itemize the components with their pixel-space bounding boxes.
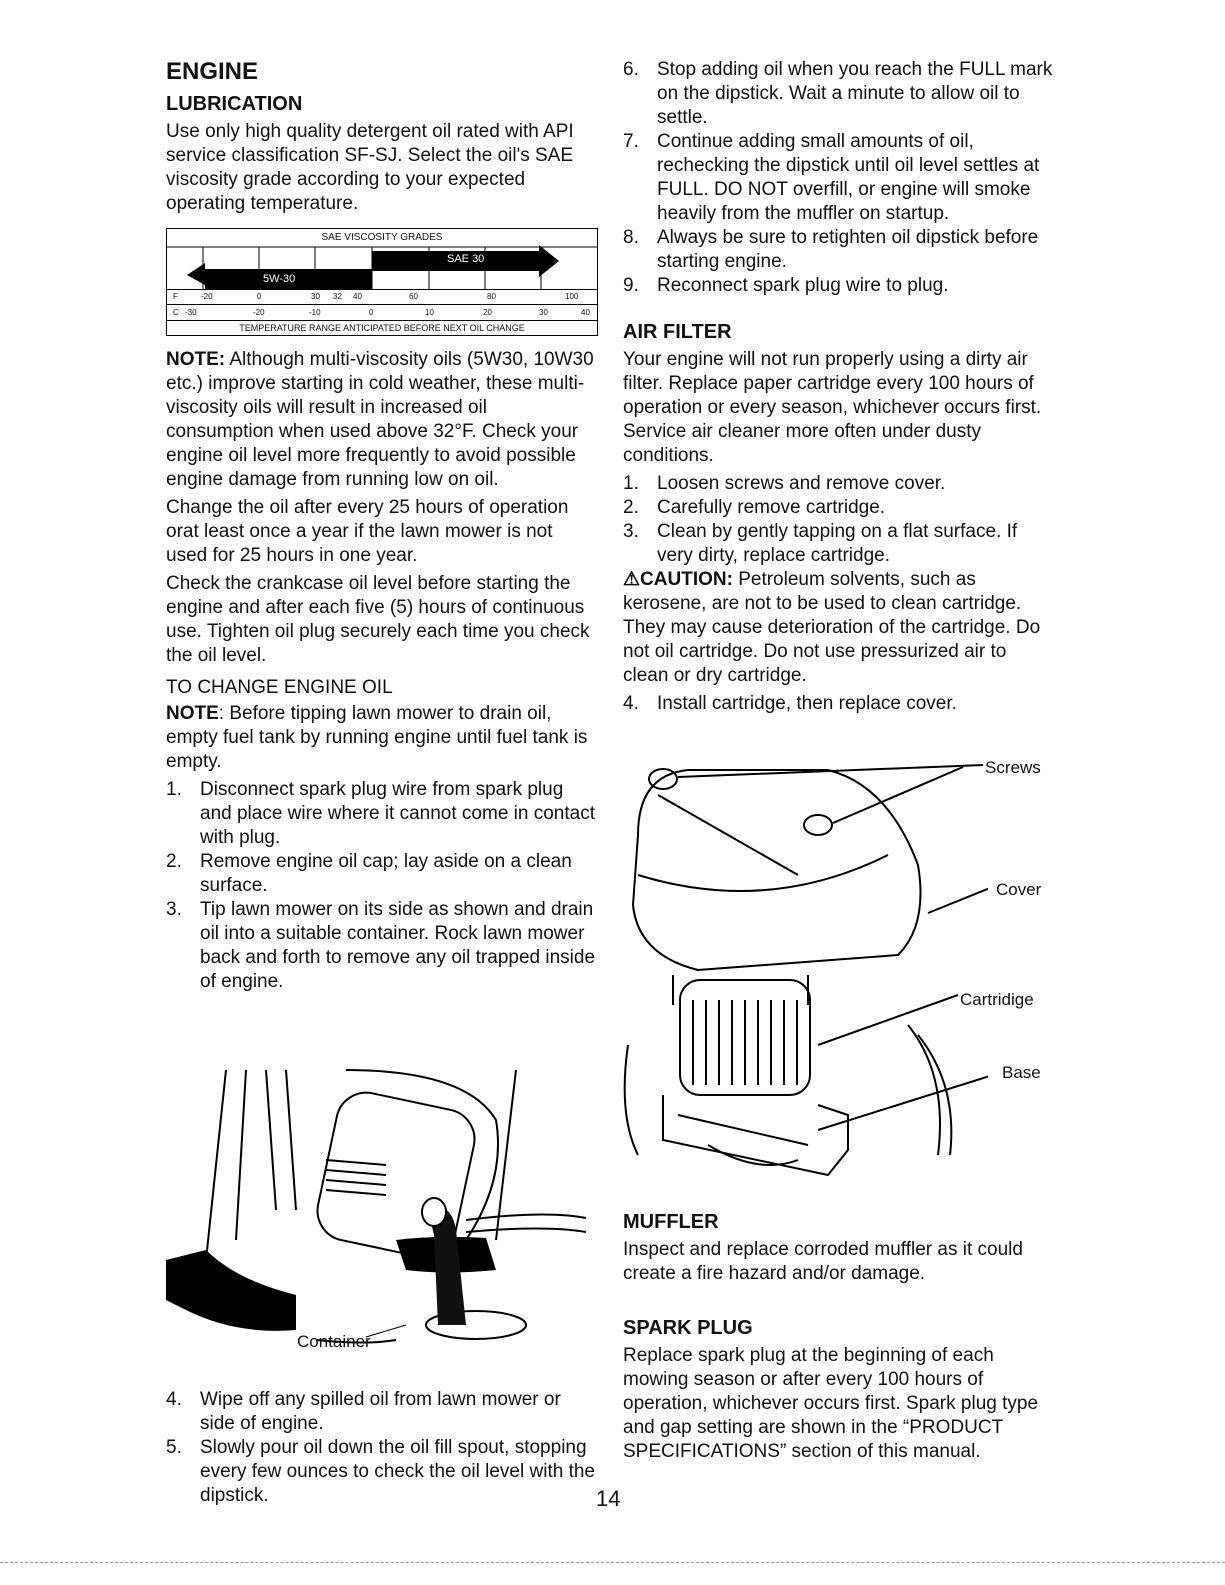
muffler-heading: MUFFLER <box>623 1211 719 1233</box>
c-tick: 0 <box>369 308 374 317</box>
step-text: Install cartridge, then replace cover. <box>657 693 957 714</box>
list-item <box>623 472 1053 496</box>
list-item <box>623 692 1053 716</box>
step-text: Stop adding oil when you reach the FULL mark on the dipstick. Wait a minute to allow oil to settle. <box>657 59 1053 128</box>
list-item <box>623 58 1053 130</box>
air-filter-intro: Your engine will not run properly using a dirty air filter. Replace paper cartridge every 100 hours of operation or every season, whichever occurs first. Service air cleaner more often under dusty conditions. <box>623 349 1042 466</box>
c-tick: 20 <box>483 308 492 317</box>
f-tick: 60 <box>409 292 418 301</box>
air-filter-steps <box>623 472 1053 568</box>
f-tick: 0 <box>257 292 262 301</box>
list-item <box>623 130 1053 226</box>
step-text: Loosen screws and remove cover. <box>657 473 946 494</box>
list-item <box>166 1436 598 1508</box>
list-item <box>623 520 1053 568</box>
step-number: 3. <box>623 521 639 542</box>
f-tick: -20 <box>201 292 213 301</box>
c-tick: 10 <box>425 308 434 317</box>
container-label: Container <box>297 1332 371 1351</box>
step-text: Reconnect spark plug wire to plug. <box>657 275 949 296</box>
bottom-divider <box>0 1562 1225 1563</box>
caution-text: Petroleum solvents, such as kerosene, are not to be used to clean cartridge. They may cause deterioration of the cartridge. Do not oil cartridge. Do not use pressurized air to clean or dry cartridge. <box>623 569 1041 686</box>
step-text: Disconnect spark plug wire from spark plug and place wire where it cannot come in contact with plug. <box>200 779 595 848</box>
note2-label: NOTE <box>166 703 219 724</box>
c-tick: 40 <box>581 308 590 317</box>
celsius-row <box>167 304 597 320</box>
5w30-label: 5W-30 <box>263 273 296 285</box>
warning-icon: ⚠ <box>623 569 641 590</box>
c-tick: -20 <box>253 308 265 317</box>
list-item <box>623 496 1053 520</box>
list-item <box>166 1388 598 1436</box>
intro-paragraph: Use only high quality detergent oil rated with API service classification SF-SJ. Select the oil's SAE viscosity grade according to your expected operating temperature. <box>166 121 574 214</box>
viscosity-chart <box>166 228 598 290</box>
step-text: Carefully remove cartridge. <box>657 497 886 518</box>
section-heading: ENGINE <box>166 58 259 85</box>
step-text: Tip lawn mower on its side as shown and drain oil into a suitable container. Rock lawn mower back and forth to remove any oil trapped inside of engine. <box>200 899 596 992</box>
sae30-label: SAE 30 <box>447 253 485 265</box>
air-filter-step4 <box>623 692 1053 716</box>
chart-footer: TEMPERATURE RANGE ANTICIPATED BEFORE NEXT OIL CHANGE <box>166 321 598 336</box>
air-filter-heading: AIR FILTER <box>623 321 732 343</box>
list-item <box>166 898 598 994</box>
check-oil-paragraph: Check the crankcase oil level before starting the engine and after each five (5) hours of continuous use. Tighten oil plug securely each time you check the oil level. <box>166 573 590 666</box>
note2-paragraph <box>166 702 598 774</box>
step-number: 6. <box>623 59 639 80</box>
step-text: Wipe off any spilled oil from lawn mower or side of engine. <box>200 1389 561 1434</box>
caution-paragraph <box>623 568 1053 688</box>
step-number: 1. <box>623 473 639 494</box>
f-tick: 30 <box>311 292 320 301</box>
step-number: 2. <box>623 497 639 518</box>
step-number: 7. <box>623 131 639 152</box>
oil-drain-illustration <box>166 1060 596 1380</box>
step-text: Always be sure to retighten oil dipstick before starting engine. <box>657 227 1039 272</box>
step-number: 1. <box>166 779 182 800</box>
c-label: C <box>173 308 179 317</box>
f-label: F <box>173 292 178 301</box>
oil-fill-steps <box>623 58 1053 298</box>
f-tick: 40 <box>353 292 362 301</box>
chart-title: SAE VISCOSITY GRADES <box>321 232 443 243</box>
step-number: 2. <box>166 851 182 872</box>
left-column <box>166 58 598 994</box>
caution-label: CAUTION: <box>640 569 733 590</box>
step-text: Continue adding small amounts of oil, rechecking the dipstick until oil level settles at FULL. DO NOT overfill, or engine will smoke heavily from the muffler on startup. <box>657 131 1040 224</box>
viscosity-bars <box>167 229 597 289</box>
right-column <box>623 58 1053 716</box>
fahrenheit-row <box>167 290 597 304</box>
list-item <box>166 850 598 898</box>
step-number: 3. <box>166 899 182 920</box>
change-oil-steps <box>166 778 598 994</box>
step-number: 4. <box>623 693 639 714</box>
page-number: 14 <box>596 1486 621 1511</box>
step-number: 9. <box>623 275 639 296</box>
spark-plug-text: Replace spark plug at the beginning of each mowing season or after every 100 hours of operation, whichever occurs first. Spark plug type and gap setting are shown in the “PRODUCT SPECIFICATIONS” section of this manual. <box>623 1345 1039 1462</box>
step-text: Slowly pour oil down the oil fill spout, stopping every few ounces to check the oil level with the dipstick. <box>200 1437 595 1506</box>
step-number: 5. <box>166 1437 182 1458</box>
step-text: Remove engine oil cap; lay aside on a clean surface. <box>200 851 572 896</box>
screws-label: Screws <box>985 758 1041 777</box>
muffler-text: Inspect and replace corroded muffler as it could create a fire hazard and/or damage. <box>623 1239 1023 1284</box>
c-tick: 30 <box>539 308 548 317</box>
muffler-section <box>623 1210 1053 1290</box>
subsection-heading: LUBRICATION <box>166 93 303 115</box>
oil-change-paragraph: Change the oil after every 25 hours of operation orat least once a year if the lawn mower is not used for 25 hours in one year. <box>166 497 569 566</box>
note-text: Although multi-viscosity oils (5W30, 10W30 etc.) improve starting in cold weather, these multi-viscosity oils will result in increased oil consumption when used above 32°F. Check your engine oil level more frequently to avoid possible engine damage from running low on oil. <box>166 349 594 490</box>
cover-label: Cover <box>996 880 1042 899</box>
f-tick: 32 <box>333 292 342 301</box>
list-item <box>623 274 1053 298</box>
spark-plug-heading: SPARK PLUG <box>623 1317 753 1339</box>
note2-text: : Before tipping lawn mower to drain oil, empty fuel tank by running engine until fuel tank is empty. <box>166 703 588 772</box>
list-item <box>623 226 1053 274</box>
temperature-scale <box>166 290 598 321</box>
base-label: Base <box>1002 1063 1041 1082</box>
note-paragraph <box>166 348 598 492</box>
cartridge-label: Cartridige <box>960 990 1034 1009</box>
step-number: 4. <box>166 1389 182 1410</box>
f-tick: 100 <box>565 292 579 301</box>
spark-plug-section <box>623 1316 1053 1468</box>
change-oil-heading: TO CHANGE ENGINE OIL <box>166 677 393 698</box>
air-filter-illustration <box>618 755 988 1195</box>
c-tick: -10 <box>309 308 321 317</box>
step-text: Clean by gently tapping on a flat surface. If very dirty, replace cartridge. <box>657 521 1018 566</box>
list-item <box>166 778 598 850</box>
f-tick: 80 <box>487 292 496 301</box>
note-label: NOTE: <box>166 349 226 370</box>
step-number: 8. <box>623 227 639 248</box>
final-steps <box>166 1388 598 1508</box>
c-tick: -30 <box>185 308 197 317</box>
